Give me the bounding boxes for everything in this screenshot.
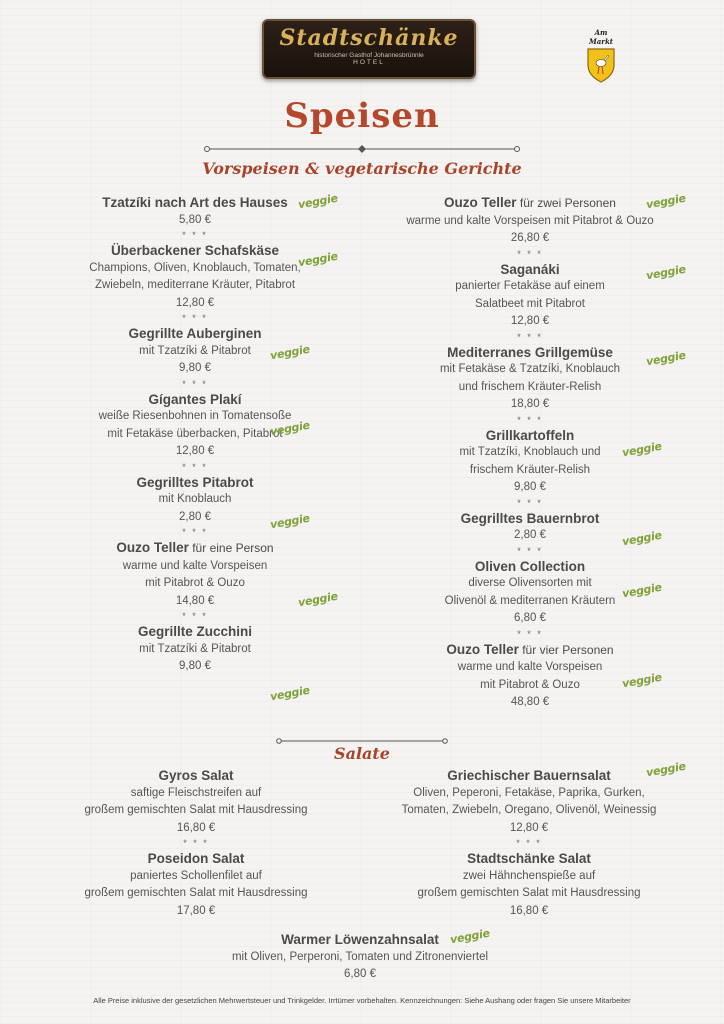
item-description: mit Fetakäse überbacken, Pitabrot [107, 427, 283, 440]
item-description: Oliven, Peperoni, Fetakäse, Paprika, Gurken, [413, 786, 645, 799]
item-name: Ouzo Teller [444, 195, 517, 210]
item-name-line [396, 850, 662, 868]
item-price: 5,80 € [179, 213, 211, 226]
item-name: Gígantes Plakí [148, 391, 242, 407]
logo-hotel: HOTEL [353, 59, 385, 66]
item-description: Zwiebeln, mediterrane Kräuter, Pitabrot [94, 279, 296, 291]
menu-column-right [400, 194, 663, 712]
item-description: warme und kalte Vorspeisen [457, 661, 603, 673]
item-separator: * * * [517, 248, 543, 259]
veggie-badge: veggie [621, 670, 663, 691]
item-separator: * * * [517, 628, 543, 639]
item-name: Gegrilltes Bauernbrot [460, 510, 600, 526]
item-name-line [60, 767, 332, 785]
item-qualifier: für vier Personen [518, 642, 614, 657]
item-name-line [80, 242, 310, 260]
item-separator: * * * [182, 611, 208, 621]
item-name: Oliven Collection [474, 558, 586, 574]
veggie-badge: veggie [297, 589, 339, 610]
veggie-badge: veggie [269, 342, 311, 363]
item-price: 26,80 € [510, 232, 550, 244]
veggie-badge: veggie [621, 439, 663, 460]
item-name-line [396, 767, 662, 785]
item-description: Olivenöl & mediterranen Kräutern [444, 594, 616, 607]
item-name: Gegrillte Zucchini [137, 624, 253, 639]
item-description: mit Pitabrot & Ouzo [480, 678, 580, 691]
stork-shield-icon [586, 47, 616, 83]
item-description: großem gemischten Salat mit Hausdressing [417, 887, 641, 899]
item-description: mit Knoblauch [158, 493, 232, 505]
item-separator: * * * [517, 414, 543, 425]
section-title-salate: Salate [334, 744, 390, 763]
veggie-badge: veggie [269, 511, 311, 532]
item-separator: * * * [517, 497, 543, 508]
item-name-line [80, 539, 310, 558]
veggie-badge: veggie [645, 759, 687, 780]
item-name: Überbackener Schafskäse [110, 243, 280, 258]
footer-note: Alle Preise inklusive der gesetzlichen Mehrwertsteuer und Trinkgelder. Irrtümer vorbehalten. Kennzeichnungen: Siehe Aushang oder fragen Sie unsere Mitarbeiter [93, 996, 631, 1005]
item-description: warme und kalte Vorspeisen mit Pitabrot & Ouzo [406, 214, 654, 227]
veggie-badge: veggie [645, 348, 687, 369]
item-description: großem gemischten Salat mit Hausdressing [84, 887, 308, 899]
menu-item [60, 850, 332, 920]
item-price: 48,80 € [510, 696, 550, 708]
veggie-badge: veggie [645, 262, 687, 283]
item-name-line [400, 194, 660, 213]
item-description: mit Pitabrot & Ouzo [145, 577, 245, 589]
item-name-line [80, 194, 310, 212]
crest-emblem [584, 28, 618, 83]
item-qualifier: für eine Person [188, 541, 274, 555]
menu-item [396, 767, 662, 850]
menu-item [80, 194, 310, 242]
item-name-line [60, 850, 332, 868]
veggie-badge: veggie [297, 191, 339, 212]
crest-text: Am Markt [588, 28, 614, 46]
menu-item [80, 623, 310, 676]
item-price: 18,80 € [510, 398, 550, 410]
item-separator: * * * [182, 378, 208, 389]
item-name-line [400, 261, 660, 279]
veggie-badge: veggie [297, 249, 339, 270]
item-price: 2,80 € [179, 510, 211, 523]
item-price: 9,80 € [179, 660, 211, 672]
item-name-line [400, 344, 660, 362]
item-price: 9,80 € [514, 481, 546, 493]
item-description: panierter Fetakäse auf einem [455, 280, 605, 292]
item-separator: * * * [516, 838, 542, 848]
salad-column-left [60, 767, 332, 920]
item-price: 12,80 € [175, 296, 215, 309]
item-separator: * * * [182, 527, 208, 537]
item-name-line [80, 325, 310, 343]
item-name: Gegrilltes Pitabrot [136, 474, 254, 490]
menu-item [400, 344, 660, 427]
item-separator: * * * [182, 313, 208, 323]
item-description: frischem Kräuter-Relish [469, 463, 591, 476]
item-name: Gegrillte Auberginen [128, 326, 262, 341]
item-name: Griechischer Bauernsalat [447, 768, 611, 783]
item-price: 17,80 € [176, 904, 216, 917]
salad-column-right [396, 767, 662, 920]
logo-subtitle: historischer Gasthof Johannesbrünnle [314, 52, 424, 59]
veggie-badge: veggie [621, 580, 663, 601]
item-description: warme und kalte Vorspeisen [122, 559, 268, 572]
item-name: Gyros Salat [158, 768, 234, 783]
item-name: Saganáki [500, 261, 560, 277]
item-price: 6,80 € [514, 612, 546, 624]
item-name-line [400, 558, 660, 576]
item-description: Tomaten, Zwiebeln, Oregano, Olivenöl, Weinessig [401, 804, 657, 816]
item-name: Tzatzíki nach Art des Hauses [102, 195, 288, 210]
menu-item [400, 558, 663, 641]
menu-item [400, 427, 663, 510]
item-description: mit Tzatzíki & Pitabrot [139, 344, 251, 357]
item-name-line [80, 391, 310, 409]
item-description: großem gemischten Salat mit Hausdressing [84, 804, 308, 816]
item-description: Salatbeet mit Pitabrot [475, 297, 585, 310]
item-description: diverse Olivensorten mit [468, 577, 592, 589]
item-description: weiße Riesenbohnen in Tomatensoße [98, 410, 292, 422]
page-title: Speisen [284, 96, 440, 136]
menu-item [80, 242, 310, 325]
item-separator: * * * [517, 545, 543, 556]
item-description: mit Oliven, Perperoni, Tomaten und Zitronenviertel [231, 950, 489, 963]
veggie-badge: veggie [621, 528, 663, 549]
item-price: 12,80 € [510, 315, 550, 327]
item-name-line [400, 510, 660, 528]
item-name: Poseidon Salat [147, 851, 245, 866]
item-description: mit Tzatzíki, Knoblauch und [459, 446, 601, 458]
item-price: 14,80 € [175, 594, 215, 607]
item-name-line [80, 474, 310, 492]
menu-item [80, 539, 310, 623]
item-description: saftige Fleischstreifen auf [130, 786, 262, 799]
item-name: Warmer Löwenzahnsalat [281, 932, 439, 947]
menu-item [400, 194, 660, 261]
item-description: Champions, Oliven, Knoblauch, Tomaten, [89, 261, 301, 274]
item-name-line [80, 623, 310, 641]
item-description: und frischem Kräuter-Relish [458, 380, 602, 393]
item-description: zwei Hähnchenspieße auf [462, 869, 596, 882]
item-price: 16,80 € [509, 904, 549, 917]
section-title-vorspeisen: Vorspeisen & vegetarische Gerichte [202, 159, 522, 178]
logo-title: Stadtschänke [279, 25, 459, 51]
item-name-line [400, 427, 660, 445]
item-price: 2,80 € [514, 529, 546, 541]
item-price: 12,80 € [509, 821, 549, 834]
item-description: paniertes Schollenfilet auf [130, 869, 262, 882]
item-price: 6,80 € [344, 968, 376, 980]
restaurant-logo [262, 19, 476, 79]
menu-item [396, 850, 662, 920]
item-separator: * * * [517, 331, 543, 342]
item-description: mit Fetakäse & Tzatzíki, Knoblauch [439, 363, 621, 375]
menu-item [60, 767, 332, 850]
veggie-badge: veggie [269, 683, 311, 704]
item-separator: * * * [182, 461, 208, 472]
item-name: Grillkartoffeln [485, 427, 575, 443]
item-separator: * * * [183, 838, 209, 848]
menu-item [400, 261, 660, 344]
menu-item [400, 510, 663, 558]
item-price: 9,80 € [179, 362, 211, 374]
item-name-line [400, 641, 660, 660]
item-price: 12,80 € [175, 445, 215, 457]
veggie-badge: veggie [645, 191, 687, 212]
item-name: Mediterranes Grillgemüse [447, 344, 613, 360]
item-qualifier: für zwei Personen [516, 196, 616, 210]
veggie-badge: veggie [449, 926, 491, 947]
item-name: Ouzo Teller [116, 540, 189, 555]
ornament-divider [202, 144, 522, 154]
item-name: Stadtschänke Salat [467, 851, 591, 866]
item-separator: * * * [182, 230, 208, 240]
item-name: Ouzo Teller [446, 641, 519, 657]
item-description: mit Tzatzíki & Pitabrot [139, 642, 251, 655]
item-price: 16,80 € [176, 821, 216, 834]
veggie-badge: veggie [269, 418, 311, 439]
menu-item [400, 641, 663, 712]
